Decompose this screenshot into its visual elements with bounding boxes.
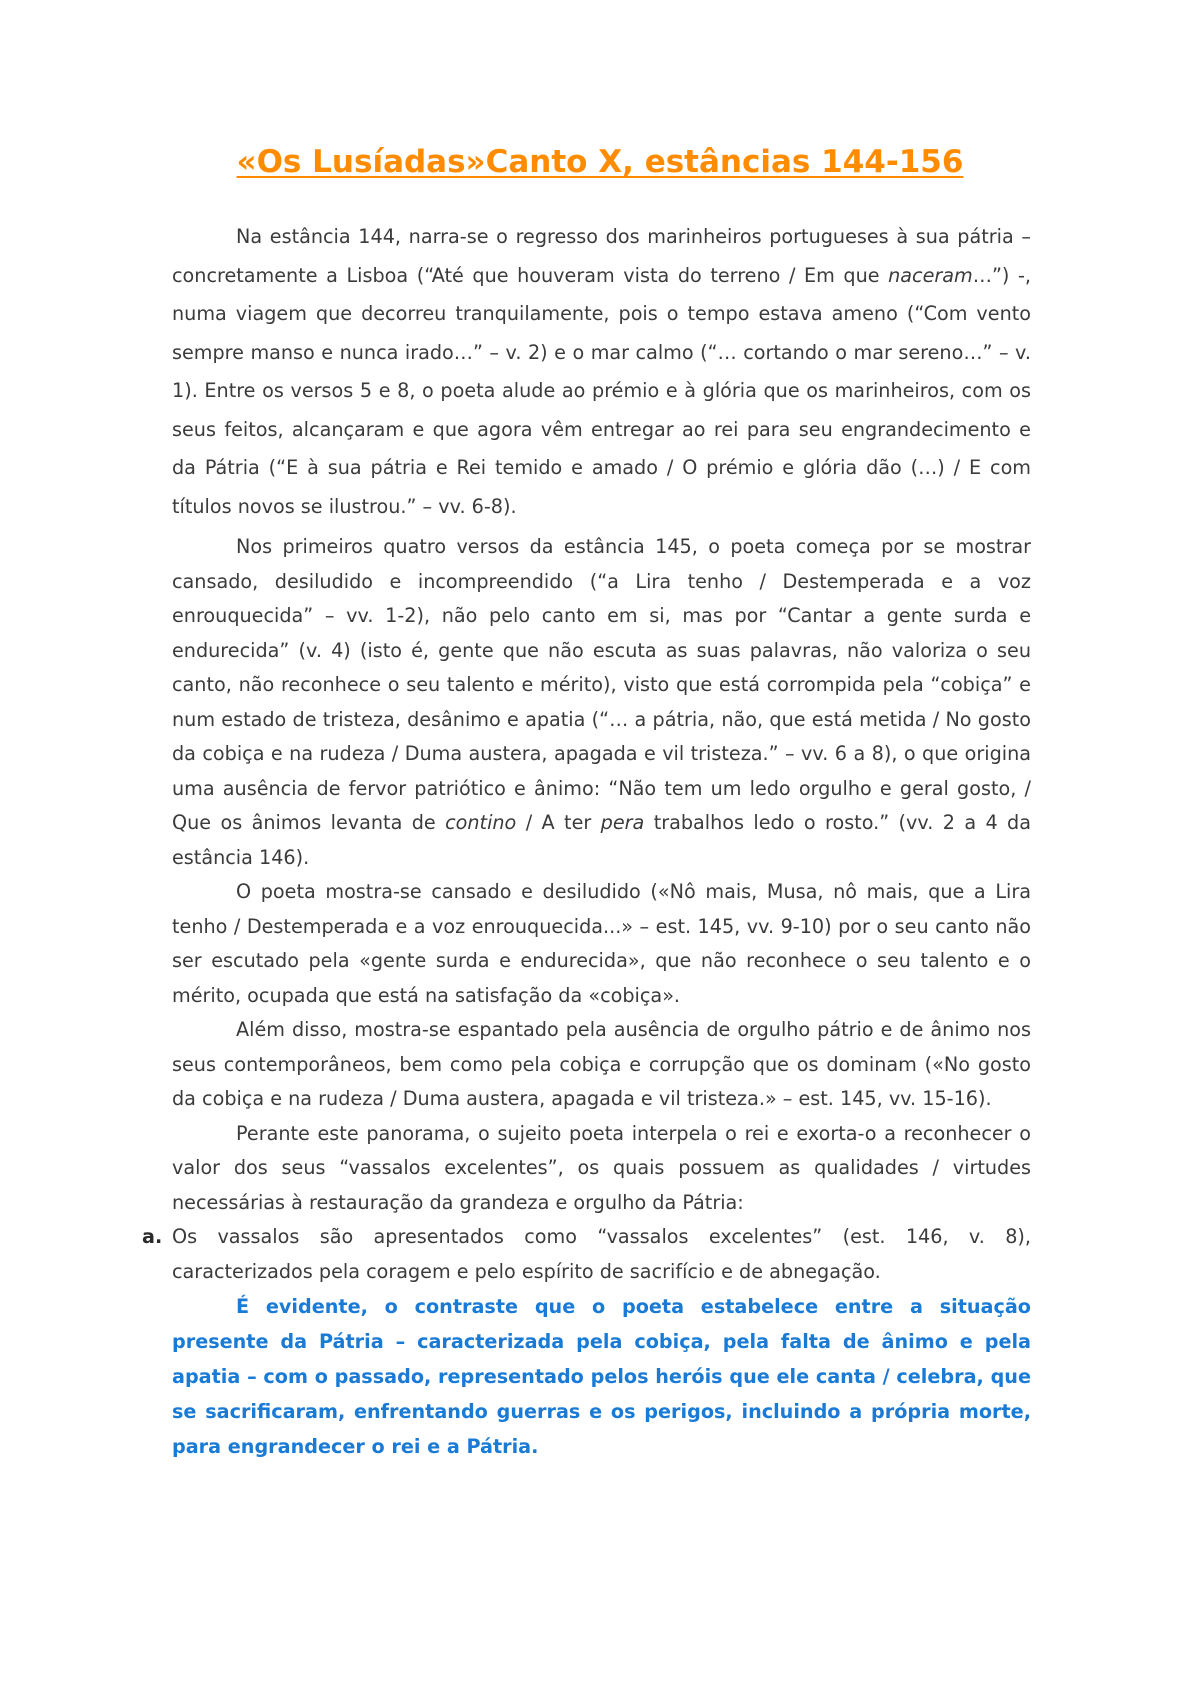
paragraph-alem-disso: Além disso, mostra-se espantado pela ausência de orgulho pátrio e de ânimo nos seus contemporâneos, bem como pela cobiça e corrupção que os dominam («No gosto da cobiça e na rudeza / Duma austera, apagada e vil tristeza.» – est. 145, vv. 15-16). [172, 1018, 1031, 1110]
paragraph-text: Na estância 144, narra-se o regresso dos marinheiros portugueses à sua pátria – concretamente a Lisboa (“Até que houveram vista do terreno / Em que [172, 225, 1031, 287]
italic-word: contino [445, 811, 517, 834]
paragraph-estancia-145 [172, 530, 1031, 875]
paragraph-estancia-144 [172, 218, 1031, 526]
document-title: «Os Lusíadas»Canto X, estâncias 144-156 [236, 144, 964, 180]
paragraph-perante-panorama: Perante este panorama, o sujeito poeta interpela o rei e exorta-o a reconhecer o valor dos seus “vassalos excelentes”, os quais possuem as qualidades / virtudes necessárias à restauração da grandeza e orgulho da Pátria: [172, 1121, 1031, 1214]
paragraph-text: …”) -, numa viagem que decorreu tranquilamente, pois o tempo estava ameno (“Com vento sempre manso e nunca irado…” – v. 2) e o mar calmo (“… cortando o mar sereno…” – v. 1). Entre os versos 5 e 8, o poeta alude ao prémio e à glória que os marinheiros, com os seus feitos, alcançaram e que agora vêm entregar ao rei para seu engrandecimento e da Pátria (“E à sua pátria e Rei temido e amado / O prémio e glória dão (…) / E com títulos novos se ilustrou.” – vv. 6-8). [172, 263, 1031, 518]
paragraph-poeta-cansado: O poeta mostra-se cansado e desiludido («Nô mais, Musa, nô mais, que a Lira tenho / Destemperada e a voz enrouquecida...» – est. 145, vv. 9-10) por o seu canto não ser escutado pela «gente surda e endurecida», que não reconhece o seu talento e o mérito, ocupada que está na satisfação da «cobiça». [172, 880, 1031, 1007]
list-item-a [142, 1220, 1031, 1289]
italic-word: naceram [888, 263, 973, 287]
document-body [142, 218, 1031, 1464]
paragraph-text: Nos primeiros quatro versos da estância 145, o poeta começa por se mostrar cansado, desiludido e incompreendido (“a Lira tenho / Destemperada e a voz enrouquecida” – vv. 1-2), não pelo canto em si, mas por “Cantar a gente surda e endurecida” (v. 4) (isto é, gente que não escuta as suas palavras, não valoriza o seu canto, não reconhece o seu talento e mérito), visto que está corrompida pela “cobiça” e num estado de tristeza, desânimo e apatia (“… a pátria, não, que está metida / No gosto da cobiça e na rudeza / Duma austera, apagada e vil tristeza.” – vv. 6 a 8), o que origina uma ausência de fervor patriótico e ânimo: “Não tem um ledo orgulho e geral gosto, / Que os ânimos levanta de [172, 535, 1031, 834]
paragraph-text: trabalhos ledo o rosto.” (vv. 2 a 4 da estância 146). [172, 811, 1031, 869]
list-marker: a. [142, 1225, 163, 1248]
list-item-text: Os vassalos são apresentados como “vassalos excelentes” (est. 146, v. 8), caracterizados pela coragem e pelo espírito de sacrifício e de abnegação. [172, 1225, 1031, 1283]
italic-word: pera [600, 811, 645, 834]
paragraph-conclusion: É evidente, o contraste que o poeta estabelece entre a situação presente da Pátria – caracterizada pela cobiça, pela falta de ânimo e pela apatia – com o passado, representado pelos heróis que ele canta / celebra, que se sacrificaram, enfrentando guerras e os perigos, incluindo a própria morte, para engrandecer o rei e a Pátria. [172, 1295, 1031, 1458]
paragraph-text: / A ter [516, 811, 601, 834]
